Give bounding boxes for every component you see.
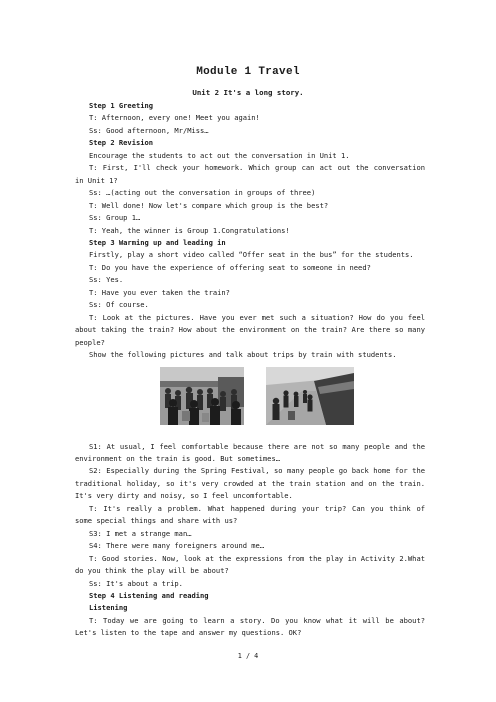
train-platform-photo <box>266 367 354 425</box>
document-body <box>75 100 425 640</box>
paragraph: T: It's really a problem. What happened during your trip? Can you think of some special things and share with us? <box>75 503 425 526</box>
step-4-heading: Step 4 Listening and reading <box>89 590 209 600</box>
paragraph: Ss: Of course. <box>89 300 149 310</box>
paragraph: S4: There were many foreigners around me… <box>89 541 265 551</box>
crowded-train-station-photo <box>160 367 244 425</box>
paragraph: Ss: It's about a trip. <box>89 578 183 588</box>
paragraph: T: Good stories. Now, look at the expressions from the play in Activity 2.What do you think the play will be about? <box>75 553 425 576</box>
paragraph: Ss: …(acting out the conversation in groups of three) <box>89 188 316 198</box>
paragraph: T: Look at the pictures. Have you ever met such a situation? How do you feel about taking the train? How about the environment on the train? Are there so many people? <box>75 312 425 347</box>
photo-row <box>75 367 425 437</box>
page-number: 1 / 4 <box>237 652 259 660</box>
paragraph: Show the following pictures and talk about trips by train with students. <box>89 350 397 360</box>
paragraph: Ss: Good afternoon, Mr/Miss… <box>89 125 209 135</box>
paragraph: T: Have you ever taken the train? <box>89 287 230 297</box>
paragraph: Ss: Yes. <box>89 275 124 285</box>
paragraph: Firstly, play a short video called “Offer seat in the bus” for the students. <box>89 250 414 260</box>
step-2-heading: Step 2 Revision <box>89 138 154 148</box>
paragraph: T: Afternoon, every one! Meet you again! <box>89 113 260 123</box>
paragraph: S2: Especially during the Spring Festival, so many people go back home for the traditional holiday, so it's very crowded at the train station and on the train. It's very dirty and noisy, so I feel uncomfortable. <box>75 466 425 501</box>
step-1-heading: Step 1 Greeting <box>89 101 154 110</box>
paragraph: T: Well done! Now let's compare which group is the best? <box>89 200 329 210</box>
paragraph: Encourage the students to act out the conversation in Unit 1. <box>89 150 350 160</box>
paragraph: T: Today we are going to learn a story. Do you know what it will be about? Let's listen to the tape and answer my questions. OK? <box>75 615 425 638</box>
listening-subheading: Listening <box>89 603 128 613</box>
step-3-heading: Step 3 Warming up and leading in <box>89 237 226 247</box>
unit-title: Unit 2 It's a long story. <box>192 88 304 97</box>
document-title: Module 1 Travel <box>196 66 300 78</box>
paragraph: Ss: Group 1… <box>89 213 141 223</box>
paragraph: T: Do you have the experience of offering seat to someone in need? <box>89 262 371 272</box>
paragraph: S3: I met a strange man… <box>89 528 192 538</box>
paragraph: T: First, I'll check your homework. Which group can act out the conversation in Unit 1? <box>75 163 425 185</box>
paragraph: T: Yeah, the winner is Group 1.Congratulations! <box>89 225 290 235</box>
paragraph: S1: At usual, I feel comfortable because there are not so many people and the environment on the train is good. But sometimes… <box>75 441 425 463</box>
